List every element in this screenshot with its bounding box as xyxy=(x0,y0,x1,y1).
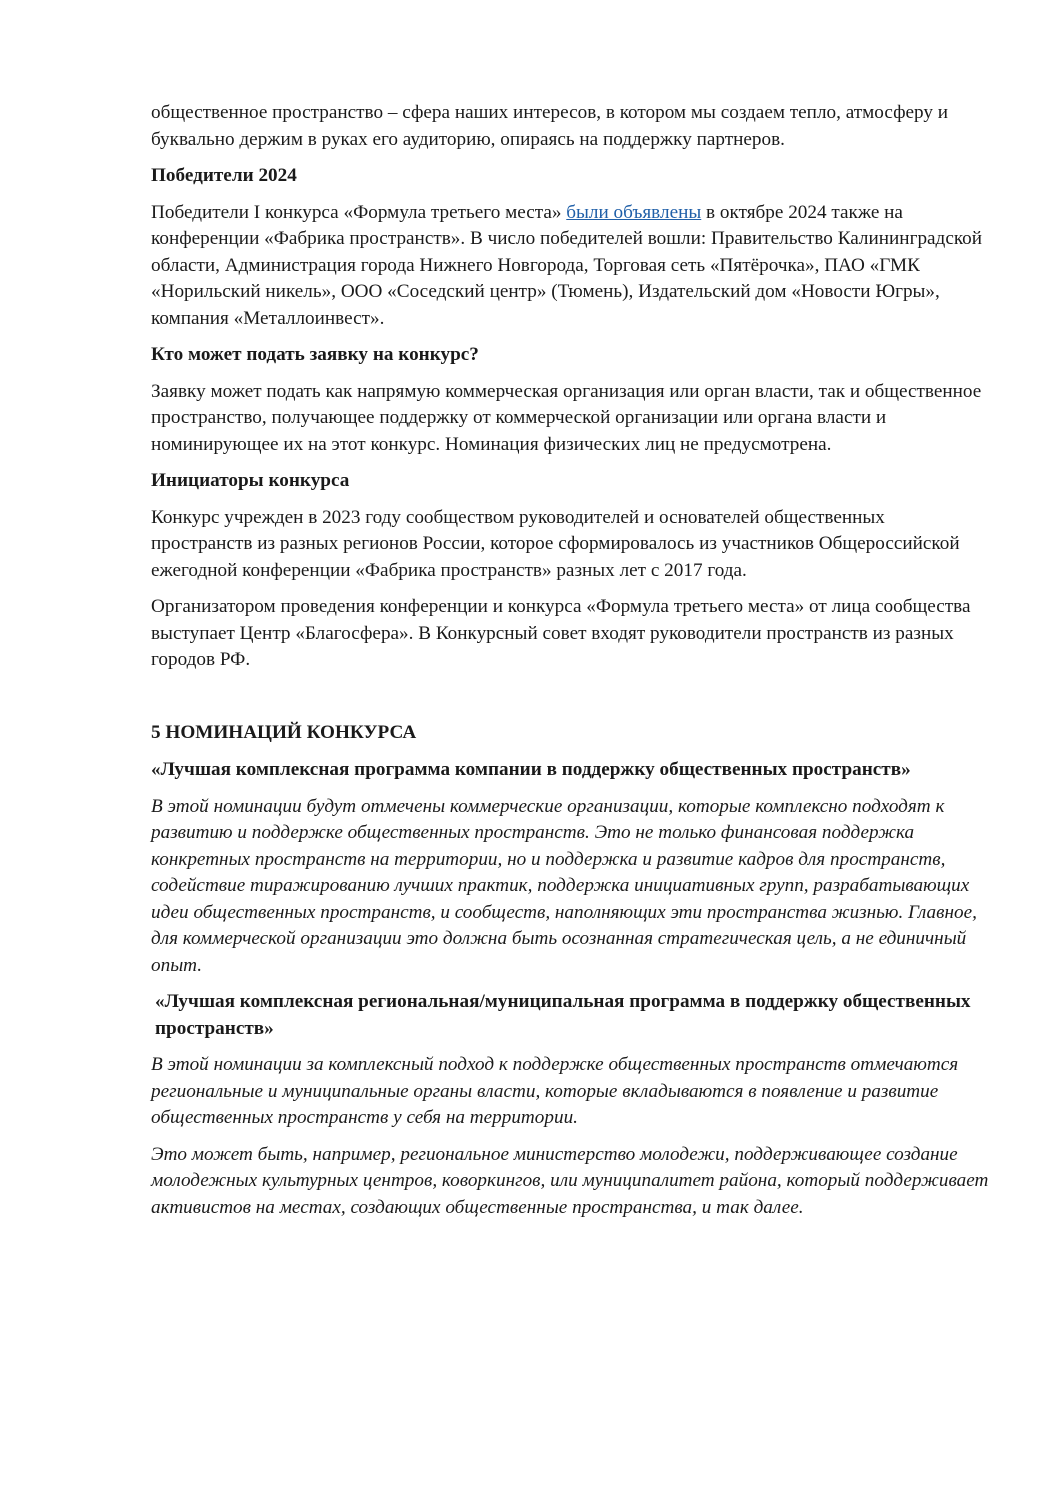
initiators-heading: Инициаторы конкурса xyxy=(151,470,350,491)
initiators-paragraph-1: Конкурс учрежден в 2023 году сообществом руководителей и основателей общественных пространств из разных регионов России, которое сформировалось из участников Общероссийской ежегодной конференции «Фабрика пространств» разных лет с 2017 года. xyxy=(151,506,960,581)
nomination-2-description: В этой номинации за комплексный подход к поддержке общественных пространств отмечаются региональные и муниципальные органы власти, которые вкладываются в появление и развитие общественных пространств у себя на территории. xyxy=(151,1054,959,1128)
who-can-apply-paragraph: Заявку может подать как напрямую коммерческая организация или орган власти, так и общественное пространство, получающее поддержку от коммерческой организации или органа власти и номинирующее их на этот конкурс. Номинация физических лиц не предусмотрена. xyxy=(151,380,982,455)
initiators-paragraph-2: Организатором проведения конференции и конкурса «Формула третьего места» от лица сообщества выступает Центр «Благосфера». В Конкурсный совет входят руководители пространств из разных городов РФ. xyxy=(151,596,971,670)
nomination-1-description: В этой номинации будут отмечены коммерческие организации, которые комплексно подходят к развитию и поддержке общественных пространств. Это не только финансовая поддержка конкретных пространств на территории, но и поддержка и развитие кадров для пространств, содействие тиражированию лучших практик, поддержка инициативных групп, разрабатывающих идеи общественных пространств, и сообществ, наполняющих эти пространства жизнью. Главное, для коммерческой организации это должна быть осознанная стратегическая цель, а не единичный опыт. xyxy=(151,795,977,976)
nomination-2-example: Это может быть, например, региональное министерство молодежи, поддерживающее создание молодежных культурных центров, коворкингов, или муниципалитет района, который поддерживает активистов на местах, создающих общественные пространства, и так далее. xyxy=(151,1143,989,1218)
winners-text-after-link: в октябре 2024 также на конференции «Фабрика пространств». В число победителей вошли: Правительство Калининградской области, Администрация города Нижнего Новгорода, Торговая сеть «Пятёрочка», ПАО «ГМК «Норильский никель», ООО «Соседский центр» (Тюмень), Издательский дом «Новости Югры», компания «Металлоинвест». xyxy=(151,201,983,329)
announcement-link[interactable]: были объявлены xyxy=(566,201,702,223)
nomination-2-title: «Лучшая комплексная региональная/муниципальная программа в поддержку общественных пространств» xyxy=(155,991,971,1039)
who-can-apply-heading: Кто может подать заявку на конкурс? xyxy=(151,344,479,365)
section-spacer xyxy=(151,684,991,720)
nominations-section-title: 5 НОМИНАЦИЙ КОНКУРСА xyxy=(151,721,417,743)
winners-text-before-link: Победители I конкурса «Формула третьего места» xyxy=(151,201,567,223)
document-page xyxy=(151,100,991,1231)
winners-paragraph xyxy=(151,200,991,333)
nomination-1-title: «Лучшая комплексная программа компании в поддержку общественных пространств» xyxy=(151,759,911,780)
intro-paragraph: общественное пространство – сфера наших интересов, в котором мы создаем тепло, атмосферу и буквально держим в руках его аудиторию, опираясь на поддержку партнеров. xyxy=(151,102,949,150)
winners-heading: Победители 2024 xyxy=(151,165,297,186)
